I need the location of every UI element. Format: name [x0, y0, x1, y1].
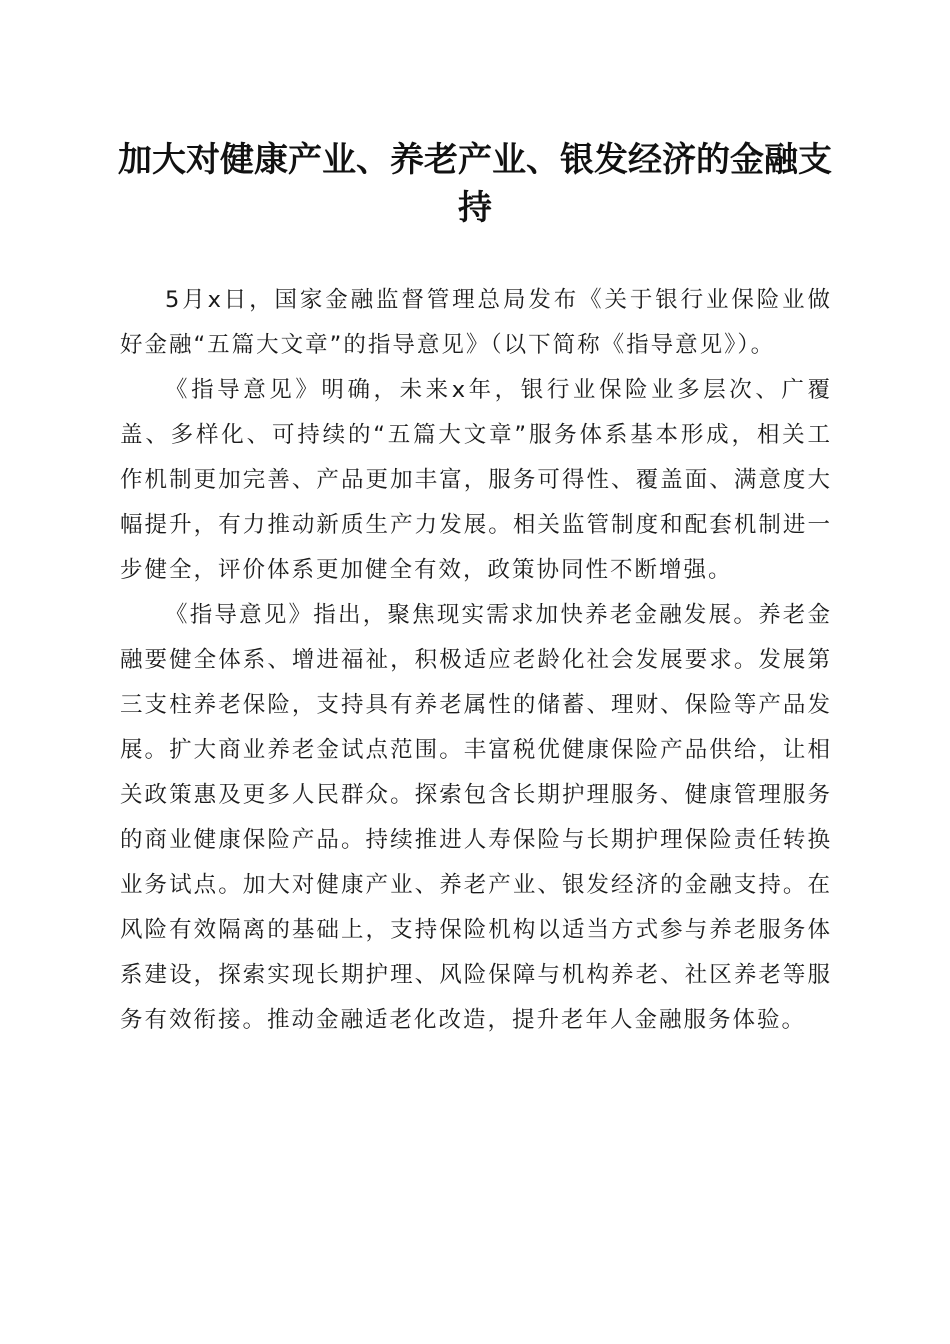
paragraph-announcement: 5月x日，国家金融监督管理总局发布《关于银行业保险业做好金融“五篇大文章”的指导意见》（以下简称《指导意见》）。 — [120, 287, 832, 358]
paragraph-pension-finance: 《指导意见》指出，聚焦现实需求加快养老金融发展。养老金融要健全体系、增进福祉，积极适应老龄化社会发展要求。发展第三支柱养老保险，支持具有养老属性的储蓄、理财、保险等产品发展。扩大商业养老金试点范围。丰富税优健康保险产品供给，让相关政策惠及更多人民群众。探索包含长期护理服务、健康管理服务的商业健康保险产品。持续推进人寿保险与长期护理保险责任转换业务试点。加大对健康产业、养老产业、银发经济的金融支持。在风险有效隔离的基础上，支持保险机构以适当方式参与养老服务体系建设，探索实现长期护理、风险保障与机构养老、社区养老等服务有效衔接。推动金融适老化改造，提升老年人金融服务体验。 — [120, 602, 832, 1033]
document-title: 加大对健康产业、养老产业、银发经济的金融支持 — [118, 140, 832, 228]
paragraph-goals: 《指导意见》明确，未来x年，银行业保险业多层次、广覆盖、多样化、可持续的“五篇大文章”服务体系基本形成，相关工作机制更加完善、产品更加丰富，服务可得性、覆盖面、满意度大幅提升，有力推动新质生产力发展。相关监管制度和配套机制进一步健全，评价体系更加健全有效，政策协同性不断增强。 — [120, 377, 832, 583]
document-body — [120, 278, 832, 1043]
